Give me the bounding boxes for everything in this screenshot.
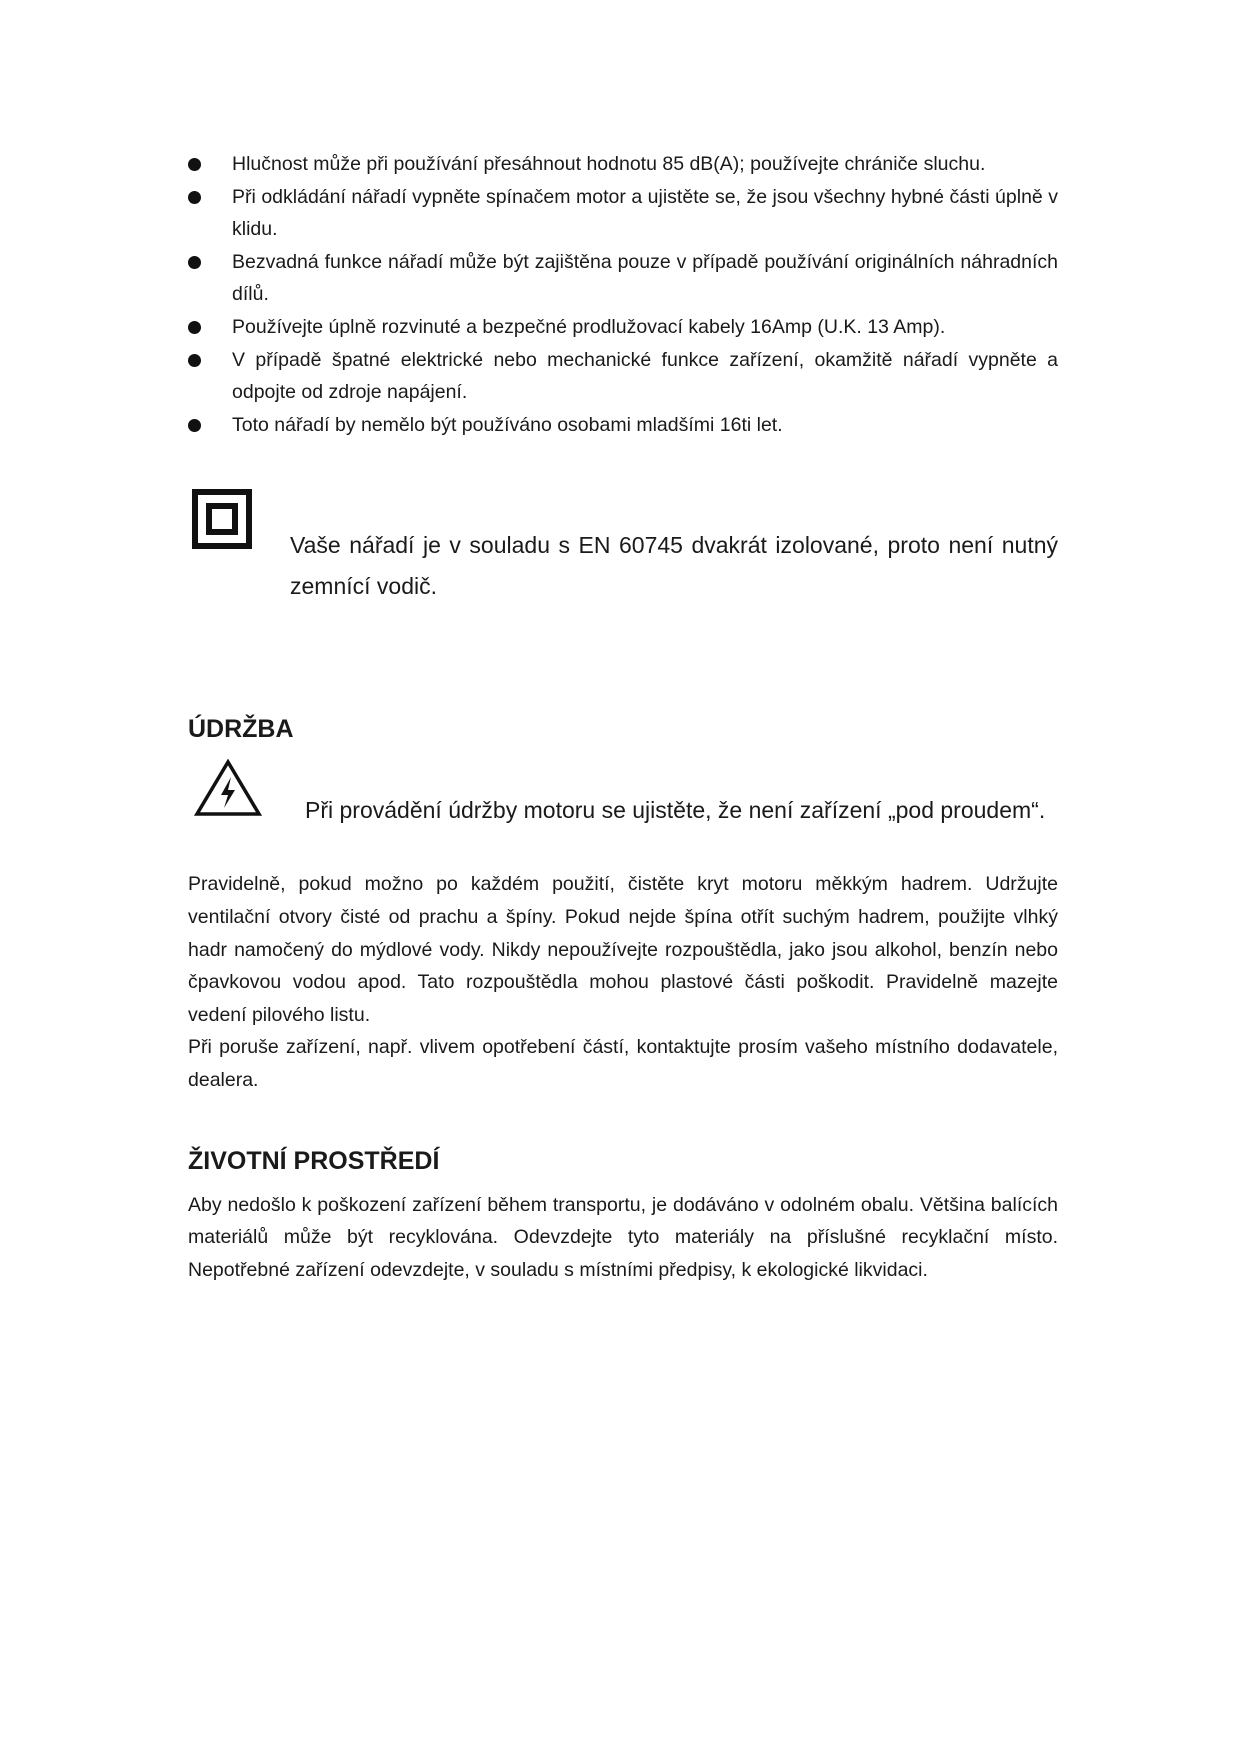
- bullet-item: [188, 148, 1058, 181]
- bullet-item: [188, 246, 1058, 311]
- maintenance-paragraph: Pravidelně, pokud možno po každém použití, čistěte kryt motoru měkkým hadrem. Udržujte ventilační otvory čisté od prachu a špíny. Pokud nejde špína otřít suchým hadrem, použijte vlhký hadr namočený do mýdlové vody. Nikdy nepoužívejte rozpouštědla, jako jsou alkohol, benzín nebo čpavkovou vodou apod. Tato rozpouštědla mohou plastové části poškodit. Pravidelně mazejte vedení pilového listu.: [188, 873, 1058, 1026]
- maintenance-warning-text: Při provádění údržby motoru se ujistěte, že není zařízení „pod proudem“.: [305, 797, 1046, 824]
- safety-bullet-list: [188, 148, 1058, 441]
- bullet-text: Hlučnost může při používání přesáhnout hodnotu 85 dB(A); používejte chrániče sluchu.: [232, 153, 986, 175]
- bullet-text: Toto nářadí by nemělo být používáno osobami mladšími 16ti let.: [232, 413, 783, 436]
- bullet-dot-icon: [188, 158, 201, 171]
- bullet-item: [188, 344, 1058, 409]
- maintenance-warning: [188, 758, 1058, 868]
- page-content: [188, 148, 1058, 1286]
- maintenance-repair-paragraph: Při poruše zařízení, např. vlivem opotřebení částí, kontaktujte prosím vašeho místního dodavatele, dealera.: [188, 1036, 1058, 1091]
- double-insulation-notice: [188, 489, 1058, 639]
- bullet-item: [188, 409, 1058, 442]
- bullet-dot-icon: [188, 256, 201, 269]
- bullet-text: Bezvadná funkce nářadí může být zajištěna pouze v případě používání originálních náhradních dílů.: [232, 250, 1058, 306]
- environment-paragraph: Aby nedošlo k poškození zařízení během transportu, je dodáváno v odolném obalu. Většina balících materiálů může být recyklována. Odevzdejte tyto materiály na příslušné recyklační místo. Nepotřebné zařízení odevzdejte, v souladu s místními předpisy, k ekologické likvidaci.: [188, 1193, 1058, 1281]
- high-voltage-warning-icon: [194, 758, 262, 818]
- bullet-item: [188, 311, 1058, 344]
- bullet-dot-icon: [188, 354, 201, 367]
- bullet-dot-icon: [188, 321, 201, 334]
- bullet-text: Používejte úplně rozvinuté a bezpečné prodlužovací kabely 16Amp (U.K. 13 Amp).: [232, 315, 946, 338]
- environment-heading: ŽIVOTNÍ PROSTŘEDÍ: [188, 1146, 440, 1175]
- bullet-dot-icon: [188, 191, 201, 204]
- maintenance-heading: ÚDRŽBA: [188, 715, 294, 744]
- bullet-text: V případě špatné elektrické nebo mechanické funkce zařízení, okamžitě nářadí vypněte a odpojte od zdroje napájení.: [232, 348, 1058, 404]
- bullet-text: Při odkládání nářadí vypněte spínačem motor a ujistěte se, že jsou všechny hybné části úplně v klidu.: [232, 185, 1058, 241]
- double-insulation-text: Vaše nářadí je v souladu s EN 60745 dvakrát izolované, proto není nutný zemnící vodič.: [290, 532, 1058, 600]
- double-insulation-icon: [192, 489, 252, 549]
- bullet-dot-icon: [188, 419, 201, 432]
- bullet-item: [188, 181, 1058, 246]
